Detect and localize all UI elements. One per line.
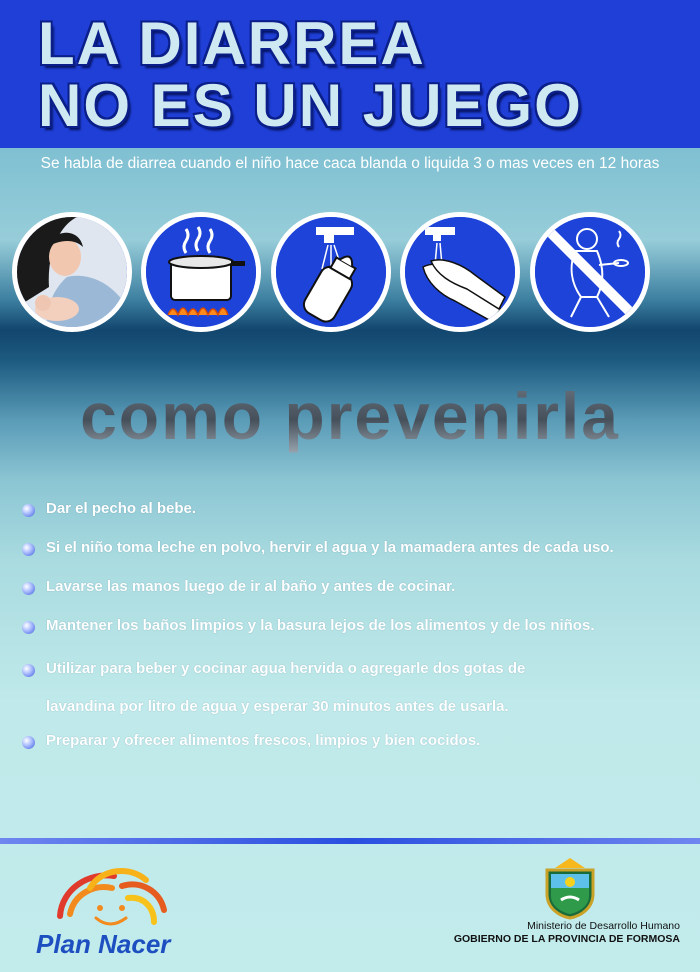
bullet-icon (22, 736, 35, 749)
baby-bottle-washing-icon (271, 212, 391, 332)
footer-divider (0, 838, 700, 844)
breastfeeding-icon (12, 212, 132, 332)
ministry-credit (420, 920, 680, 946)
tip-text-continued: lavandina por litro de agua y esperar 30 minutos antes de usarla. (46, 698, 509, 715)
bullet-icon (22, 664, 35, 677)
section-heading: como prevenirla (0, 378, 700, 454)
prevention-tips-list (22, 498, 692, 769)
title-banner (0, 0, 700, 148)
bullet-icon (22, 582, 35, 595)
tip-text: Lavarse las manos luego de ir al baño y antes de cocinar. (46, 578, 456, 595)
tip-text: Preparar y ofrecer alimentos frescos, limpios y bien cocidos. (46, 732, 481, 749)
ministry-name: Ministerio de Desarrollo Humano (527, 920, 680, 932)
bullet-icon (22, 621, 35, 634)
title-line-1: LA DIARREA (38, 10, 426, 77)
tip-text: Si el niño toma leche en polvo, hervir el agua y la mamadera antes de cada uso. (46, 539, 614, 556)
tip-text: Utilizar para beber y cocinar agua hervida o agregarle dos gotas de (46, 660, 526, 677)
handwashing-icon (400, 212, 520, 332)
list-item (22, 576, 692, 598)
list-item (22, 498, 692, 520)
bullet-icon (22, 543, 35, 556)
list-item (22, 730, 692, 752)
list-item (22, 650, 692, 726)
boiling-pot-icon (141, 212, 261, 332)
tip-text: Dar el pecho al bebe. (46, 500, 197, 517)
province-crest-icon (535, 854, 605, 920)
plan-nacer-logo-text: Plan Nacer (36, 929, 171, 959)
list-item (22, 537, 692, 559)
bullet-icon (22, 504, 35, 517)
tip-text: Mantener los baños limpios y la basura lejos de los alimentos y de los niños. (46, 617, 595, 634)
government-name: GOBIERNO DE LA PROVINCIA DE FORMOSA (453, 933, 680, 945)
title-line-2: NO ES UN JUEGO (38, 72, 583, 139)
subtitle: Se habla de diarrea cuando el niño hace caca blanda o liquida 3 o mas veces en 12 horas (40, 155, 660, 172)
no-street-food-icon (530, 212, 650, 332)
list-item (22, 615, 692, 637)
